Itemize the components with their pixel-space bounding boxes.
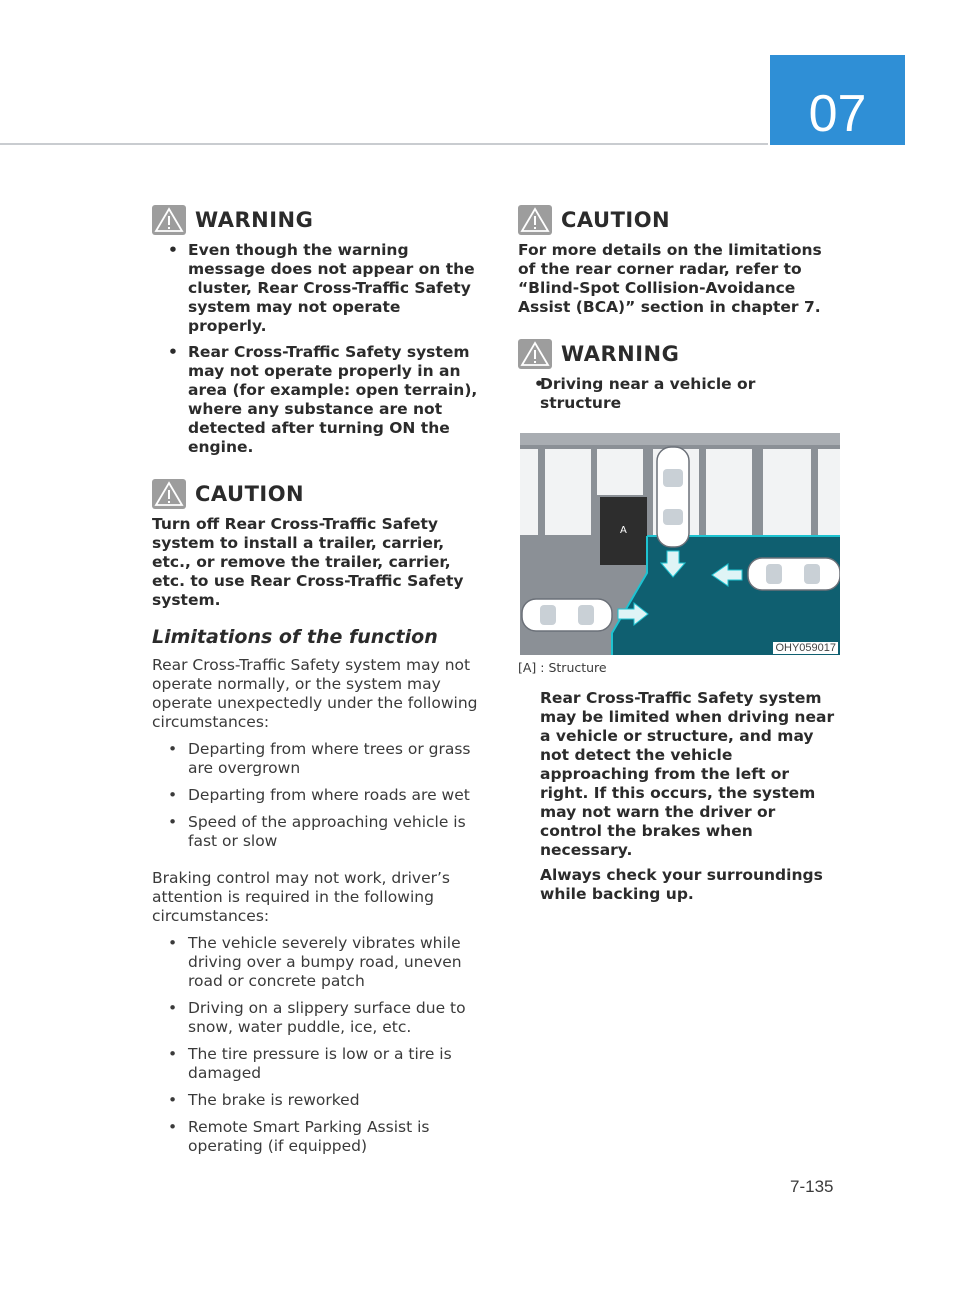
warning-title: WARNING (195, 208, 314, 232)
caution-triangle-icon (152, 479, 186, 509)
limitations-heading: Limitations of the function (152, 626, 438, 648)
warning-list (152, 241, 482, 457)
reversing-car (657, 447, 689, 547)
list-item: • Remote Smart Parking Assist is operating (if equipped) (152, 1118, 482, 1156)
list-item: • Speed of the approaching vehicle is fast or slow (152, 813, 482, 851)
approaching-car-left (522, 599, 612, 631)
limitations-intro: Rear Cross-Traffic Safety system may not operate normally, or the system may operate unexpectedly under the following circumstances: (152, 656, 478, 731)
limitations-list (152, 740, 482, 851)
chapter-tab: 07 (770, 55, 905, 145)
list-item: • Rear Cross-Traffic Safety system may not operate properly in an area (for example: open terrain), where any substance are not detected after turning ON the engine. (152, 343, 482, 457)
caution-title: CAUTION (561, 208, 671, 232)
description-paragraph: Always check your surroundings while backing up. (540, 866, 823, 903)
parking-illustration (520, 433, 840, 655)
list-item: • The brake is reworked (152, 1091, 482, 1110)
warning-triangle-icon (152, 205, 186, 235)
list-item: • Even though the warning message does not appear on the cluster, Rear Cross-Traffic Safety system may not operate properly. (152, 241, 482, 336)
parking-lot-diagram (520, 433, 840, 655)
page-number: 7-135 (790, 1177, 834, 1196)
caution-header (518, 205, 840, 235)
list-item: • The tire pressure is low or a tire is damaged (152, 1045, 482, 1083)
warning-title: WARNING (561, 342, 680, 366)
list-item: • Driving near a vehicle or structure (518, 375, 840, 413)
approaching-car-right (748, 558, 840, 590)
braking-list (152, 934, 482, 1156)
list-item: • Departing from where trees or grass are overgrown (152, 740, 482, 778)
caution-text: Turn off Rear Cross-Traffic Safety system to install a trailer, carrier, etc., or remove the trailer, carrier, etc. to use Rear Cross-Traffic Safety system. (152, 515, 464, 609)
warning-list (518, 375, 840, 413)
warning-header (152, 205, 482, 235)
caution-header (152, 479, 482, 509)
list-item: • Departing from where roads are wet (152, 786, 482, 805)
list-item: • The vehicle severely vibrates while driving over a bumpy road, uneven road or concrete patch (152, 934, 482, 991)
warning-header (518, 339, 840, 369)
braking-intro: Braking control may not work, driver’s attention is required in the following circumstances: (152, 869, 451, 925)
caution-title: CAUTION (195, 482, 305, 506)
left-column (152, 205, 482, 1164)
caution-triangle-icon (518, 205, 552, 235)
figure-description (518, 689, 840, 904)
figure-code: OHY059017 (775, 642, 836, 654)
caution-text: For more details on the limitations of the rear corner radar, refer to “Blind-Spot Collision-Avoidance Assist (BCA)” section in chapter 7. (518, 241, 822, 316)
list-item: • Driving on a slippery surface due to snow, water puddle, ice, etc. (152, 999, 482, 1037)
warning-triangle-icon (518, 339, 552, 369)
figure-caption: [A] : Structure (518, 660, 607, 675)
header-rule (0, 143, 768, 145)
description-paragraph: Rear Cross-Traffic Safety system may be limited when driving near a vehicle or structure, and may not detect the vehicle approaching from the left or right. If this occurs, the system may not warn the driver or control the brakes when necessary. (540, 689, 835, 859)
right-column (518, 205, 840, 904)
structure-label: A (620, 525, 627, 536)
